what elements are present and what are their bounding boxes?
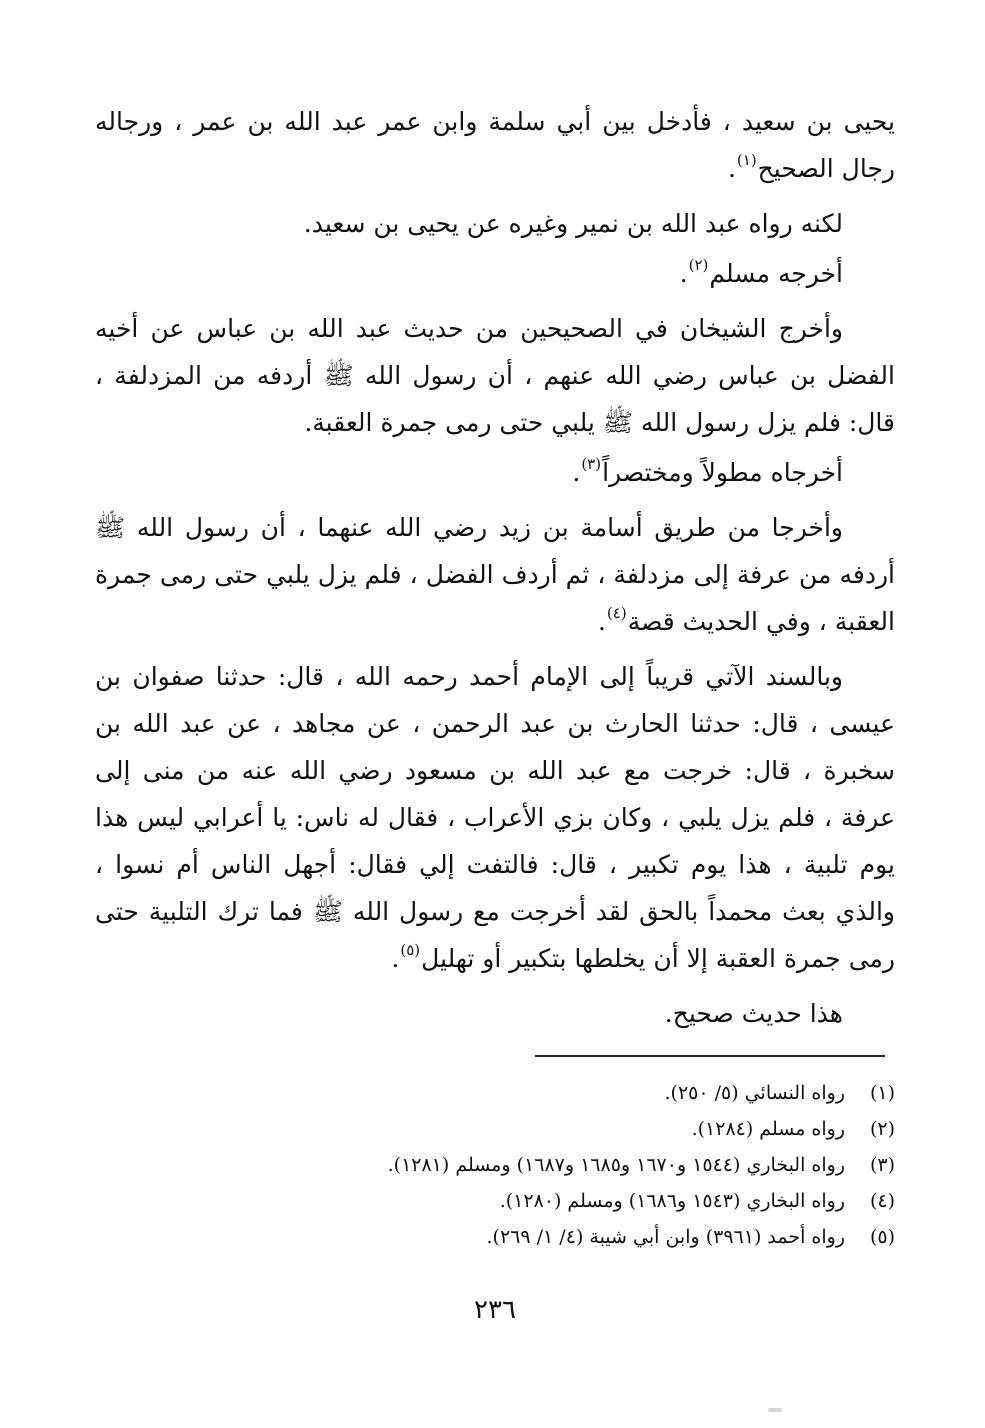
footnote-marker: (٣) bbox=[581, 455, 602, 473]
scan-speck bbox=[768, 1408, 782, 1412]
footnote-item bbox=[95, 1183, 895, 1219]
footnote-item bbox=[95, 1075, 895, 1111]
paragraph bbox=[95, 990, 895, 1037]
paragraph-text: يحيى بن سعيد ، فأدخل بين أبي سلمة وابن عمر عبد الله بن عمر ، ورجاله رجال الصحيح bbox=[95, 107, 895, 183]
paragraph-text: وبالسند الآتي قريباً إلى الإمام أحمد رحمه الله ، قال: حدثنا صفوان بن عيسى ، قال: حدثنا الحارث بن عبد الرحمن ، عن مجاهد ، عن عبد الله بن سخبرة ، قال: خرجت مع عبد الله بن مسعود رضي الله عنه من منى إلى عرفة ، فلم يزل يلبي ، وكان بزي الأعراب ، فقال له ناس: يا أعرابي ليس هذا يوم تلبية ، هذا يوم تكبير ، قال: فالتفت إلي فقال: أجهل الناس أم نسوا ، والذي بعث محمداً بالحق لقد أخرجت مع رسول الله ﷺ فما ترك التلبية حتى رمى جمرة العقبة إلا أن يخلطها بتكبير أو تهليل bbox=[95, 662, 895, 973]
paragraph-text: أخرجه مسلم bbox=[709, 259, 843, 288]
paragraph bbox=[95, 250, 895, 297]
paragraph-tail: . bbox=[679, 259, 688, 288]
footnote-text: رواه النسائي (٥/ ٢٥٠). bbox=[664, 1082, 845, 1104]
paragraph-continuation bbox=[95, 98, 895, 192]
paragraph-tail: . bbox=[597, 607, 606, 636]
page-number: ٢٣٦ bbox=[474, 1295, 516, 1325]
paragraph bbox=[95, 449, 895, 496]
paragraph-text: وأخرجا من طريق أسامة بن زيد رضي الله عنهما ، أن رسول الله ﷺ أردفه من عرفة إلى مزدلفة ، ثم أردف الفضل ، فلم يزل يلبي حتى رمى جمرة العقبة ، وفي الحديث قصة bbox=[95, 513, 895, 636]
footnote-item bbox=[95, 1219, 895, 1255]
paragraph-tail: . bbox=[391, 944, 400, 973]
footnotes-list bbox=[95, 1075, 895, 1255]
main-text bbox=[95, 98, 895, 1037]
footnote-marker: (١) bbox=[736, 151, 757, 169]
paragraph-tail: . bbox=[727, 154, 736, 183]
footnote-text: رواه البخاري (١٥٤٤ و١٦٧٠ و١٦٨٥ و١٦٨٧) ومسلم (١٢٨١). bbox=[387, 1154, 845, 1176]
footnote-divider bbox=[535, 1055, 885, 1057]
paragraph-text: لكنه رواه عبد الله بن نمير وغيره عن يحيى بن سعيد. bbox=[303, 209, 843, 238]
paragraph-tail: . bbox=[572, 458, 581, 487]
paragraph bbox=[95, 305, 895, 446]
footnote-item bbox=[95, 1111, 895, 1147]
footnote-number: (١) bbox=[869, 1082, 895, 1104]
footnote-item bbox=[95, 1147, 895, 1183]
paragraph-text: هذا حديث صحيح. bbox=[664, 999, 843, 1028]
footnote-marker: (٢) bbox=[688, 256, 709, 274]
footnote-text: رواه البخاري (١٥٤٣ و١٦٨٦) ومسلم (١٢٨٠). bbox=[499, 1190, 845, 1212]
paragraph-text: وأخرج الشيخان في الصحيحين من حديث عبد الله بن عباس عن أخيه الفضل بن عباس رضي الله عنهم ، أن رسول الله ﷺ أردفه من المزدلفة ، قال: فلم يزل رسول الله ﷺ يلبي حتى رمى جمرة العقبة. bbox=[95, 314, 895, 437]
footnote-number: (٢) bbox=[869, 1118, 895, 1140]
book-page bbox=[95, 98, 895, 1418]
paragraph bbox=[95, 504, 895, 645]
footnote-number: (٥) bbox=[869, 1226, 895, 1248]
footnote-text: رواه أحمد (٣٩٦١) وابن أبي شيبة (٤/ ١/ ٢٦٩). bbox=[486, 1226, 845, 1248]
footnote-number: (٣) bbox=[869, 1154, 895, 1176]
footnote-text: رواه مسلم (١٢٨٤). bbox=[691, 1118, 845, 1140]
footnote-marker: (٥) bbox=[400, 941, 421, 959]
footnote-marker: (٤) bbox=[606, 604, 627, 622]
paragraph bbox=[95, 653, 895, 982]
footnote-number: (٤) bbox=[869, 1190, 895, 1212]
paragraph-text: أخرجاه مطولاً ومختصراً bbox=[602, 458, 843, 487]
paragraph bbox=[95, 200, 895, 247]
